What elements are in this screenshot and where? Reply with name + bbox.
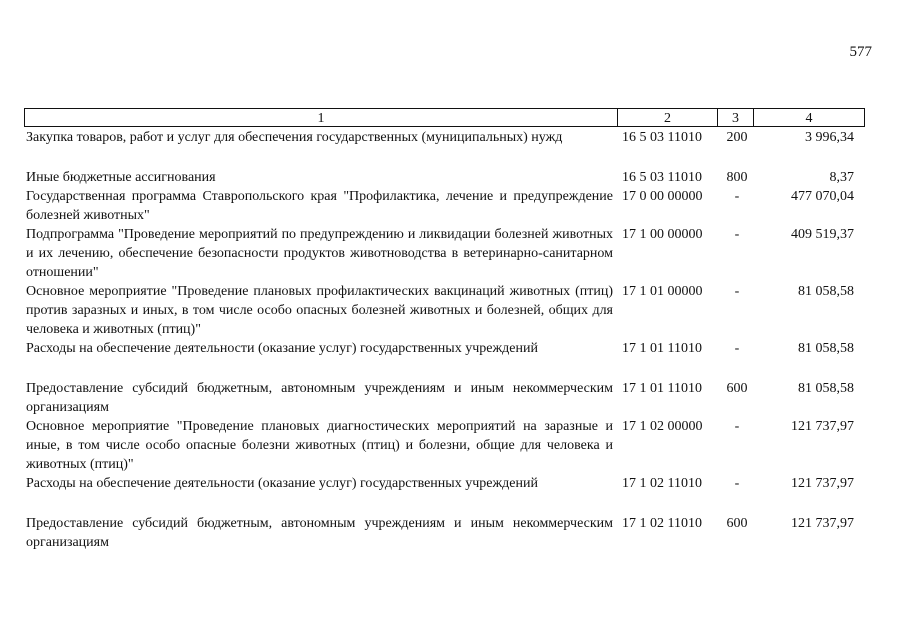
table-row	[24, 417, 866, 474]
row-amount: 81 058,58	[798, 381, 854, 396]
row-expense-type: 800	[726, 170, 748, 185]
table-row	[24, 225, 866, 282]
row-name: Подпрограмма "Проведение мероприятий по предупреждению и ликвидации болезней животных и их лечению, обеспечение безопасности продуктов животноводства в ветеринарно-санитарном отношении"	[26, 227, 613, 280]
row-amount: 121 737,97	[791, 419, 854, 434]
row-amount: 121 737,97	[791, 516, 854, 531]
row-amount: 81 058,58	[798, 284, 854, 299]
row-code: 17 1 01 11010	[622, 381, 702, 396]
table-row	[24, 168, 866, 187]
row-code: 17 1 01 11010	[622, 341, 702, 356]
row-name: Расходы на обеспечение деятельности (оказание услуг) государственных учреждений	[26, 476, 538, 491]
row-code: 17 1 00 00000	[622, 227, 703, 242]
row-name: Закупка товаров, работ и услуг для обеспечения государственных (муниципальных) нужд	[26, 130, 563, 145]
row-expense-type: 600	[726, 381, 748, 396]
row-expense-type: 200	[726, 130, 748, 145]
row-name: Предоставление субсидий бюджетным, автономным учреждениям и иным некоммерческим организациям	[26, 516, 613, 550]
row-code: 17 1 02 00000	[622, 419, 703, 434]
column-header-expense-type: 3	[717, 108, 754, 127]
row-name: Основное мероприятие "Проведение плановых профилактических вакцинаций животных (птиц) против заразных и иных, в том числе особо опасных болезней животных и болезней, общих для человека и животных (птиц)"	[26, 284, 613, 337]
table-row	[24, 379, 866, 417]
row-name: Основное мероприятие "Проведение плановых диагностических мероприятий на заразные и иные, в том числе особо опасные болезни животных (птиц) и болезни, общие для человека и животных (птиц)"	[26, 419, 613, 472]
row-name: Предоставление субсидий бюджетным, автономным учреждениям и иным некоммерческим организациям	[26, 381, 613, 415]
row-code: 17 1 02 11010	[622, 476, 702, 491]
row-code: 16 5 03 11010	[622, 130, 702, 145]
row-expense-type: -	[734, 189, 740, 204]
row-name: Иные бюджетные ассигнования	[26, 170, 216, 185]
column-header-code: 2	[617, 108, 718, 127]
table-row	[24, 128, 866, 147]
row-code: 17 1 01 00000	[622, 284, 703, 299]
column-header-name: 1	[24, 108, 618, 127]
row-spacer	[24, 358, 866, 379]
row-expense-type: 600	[726, 516, 748, 531]
row-expense-type: -	[734, 227, 740, 242]
table-row	[24, 187, 866, 225]
row-amount: 8,37	[829, 170, 854, 185]
page-number: 577	[849, 44, 872, 60]
table-row	[24, 474, 866, 493]
table-row	[24, 339, 866, 358]
row-amount: 81 058,58	[798, 341, 854, 356]
column-header-amount: 4	[753, 108, 865, 127]
table-row	[24, 514, 866, 552]
row-amount: 3 996,34	[805, 130, 854, 145]
row-name: Государственная программа Ставропольского края "Профилактика, лечение и предупреждение болезней животных"	[26, 189, 613, 223]
row-expense-type: -	[734, 341, 740, 356]
row-spacer	[24, 493, 866, 514]
row-expense-type: -	[734, 419, 740, 434]
table-row	[24, 282, 866, 339]
table-body	[24, 128, 866, 552]
row-code: 16 5 03 11010	[622, 170, 702, 185]
row-code: 17 0 00 00000	[622, 189, 703, 204]
row-name: Расходы на обеспечение деятельности (оказание услуг) государственных учреждений	[26, 341, 538, 356]
row-amount: 477 070,04	[791, 189, 854, 204]
row-code: 17 1 02 11010	[622, 516, 702, 531]
row-expense-type: -	[734, 284, 740, 299]
row-amount: 409 519,37	[791, 227, 854, 242]
row-expense-type: -	[734, 476, 740, 491]
row-amount: 121 737,97	[791, 476, 854, 491]
row-spacer	[24, 147, 866, 168]
